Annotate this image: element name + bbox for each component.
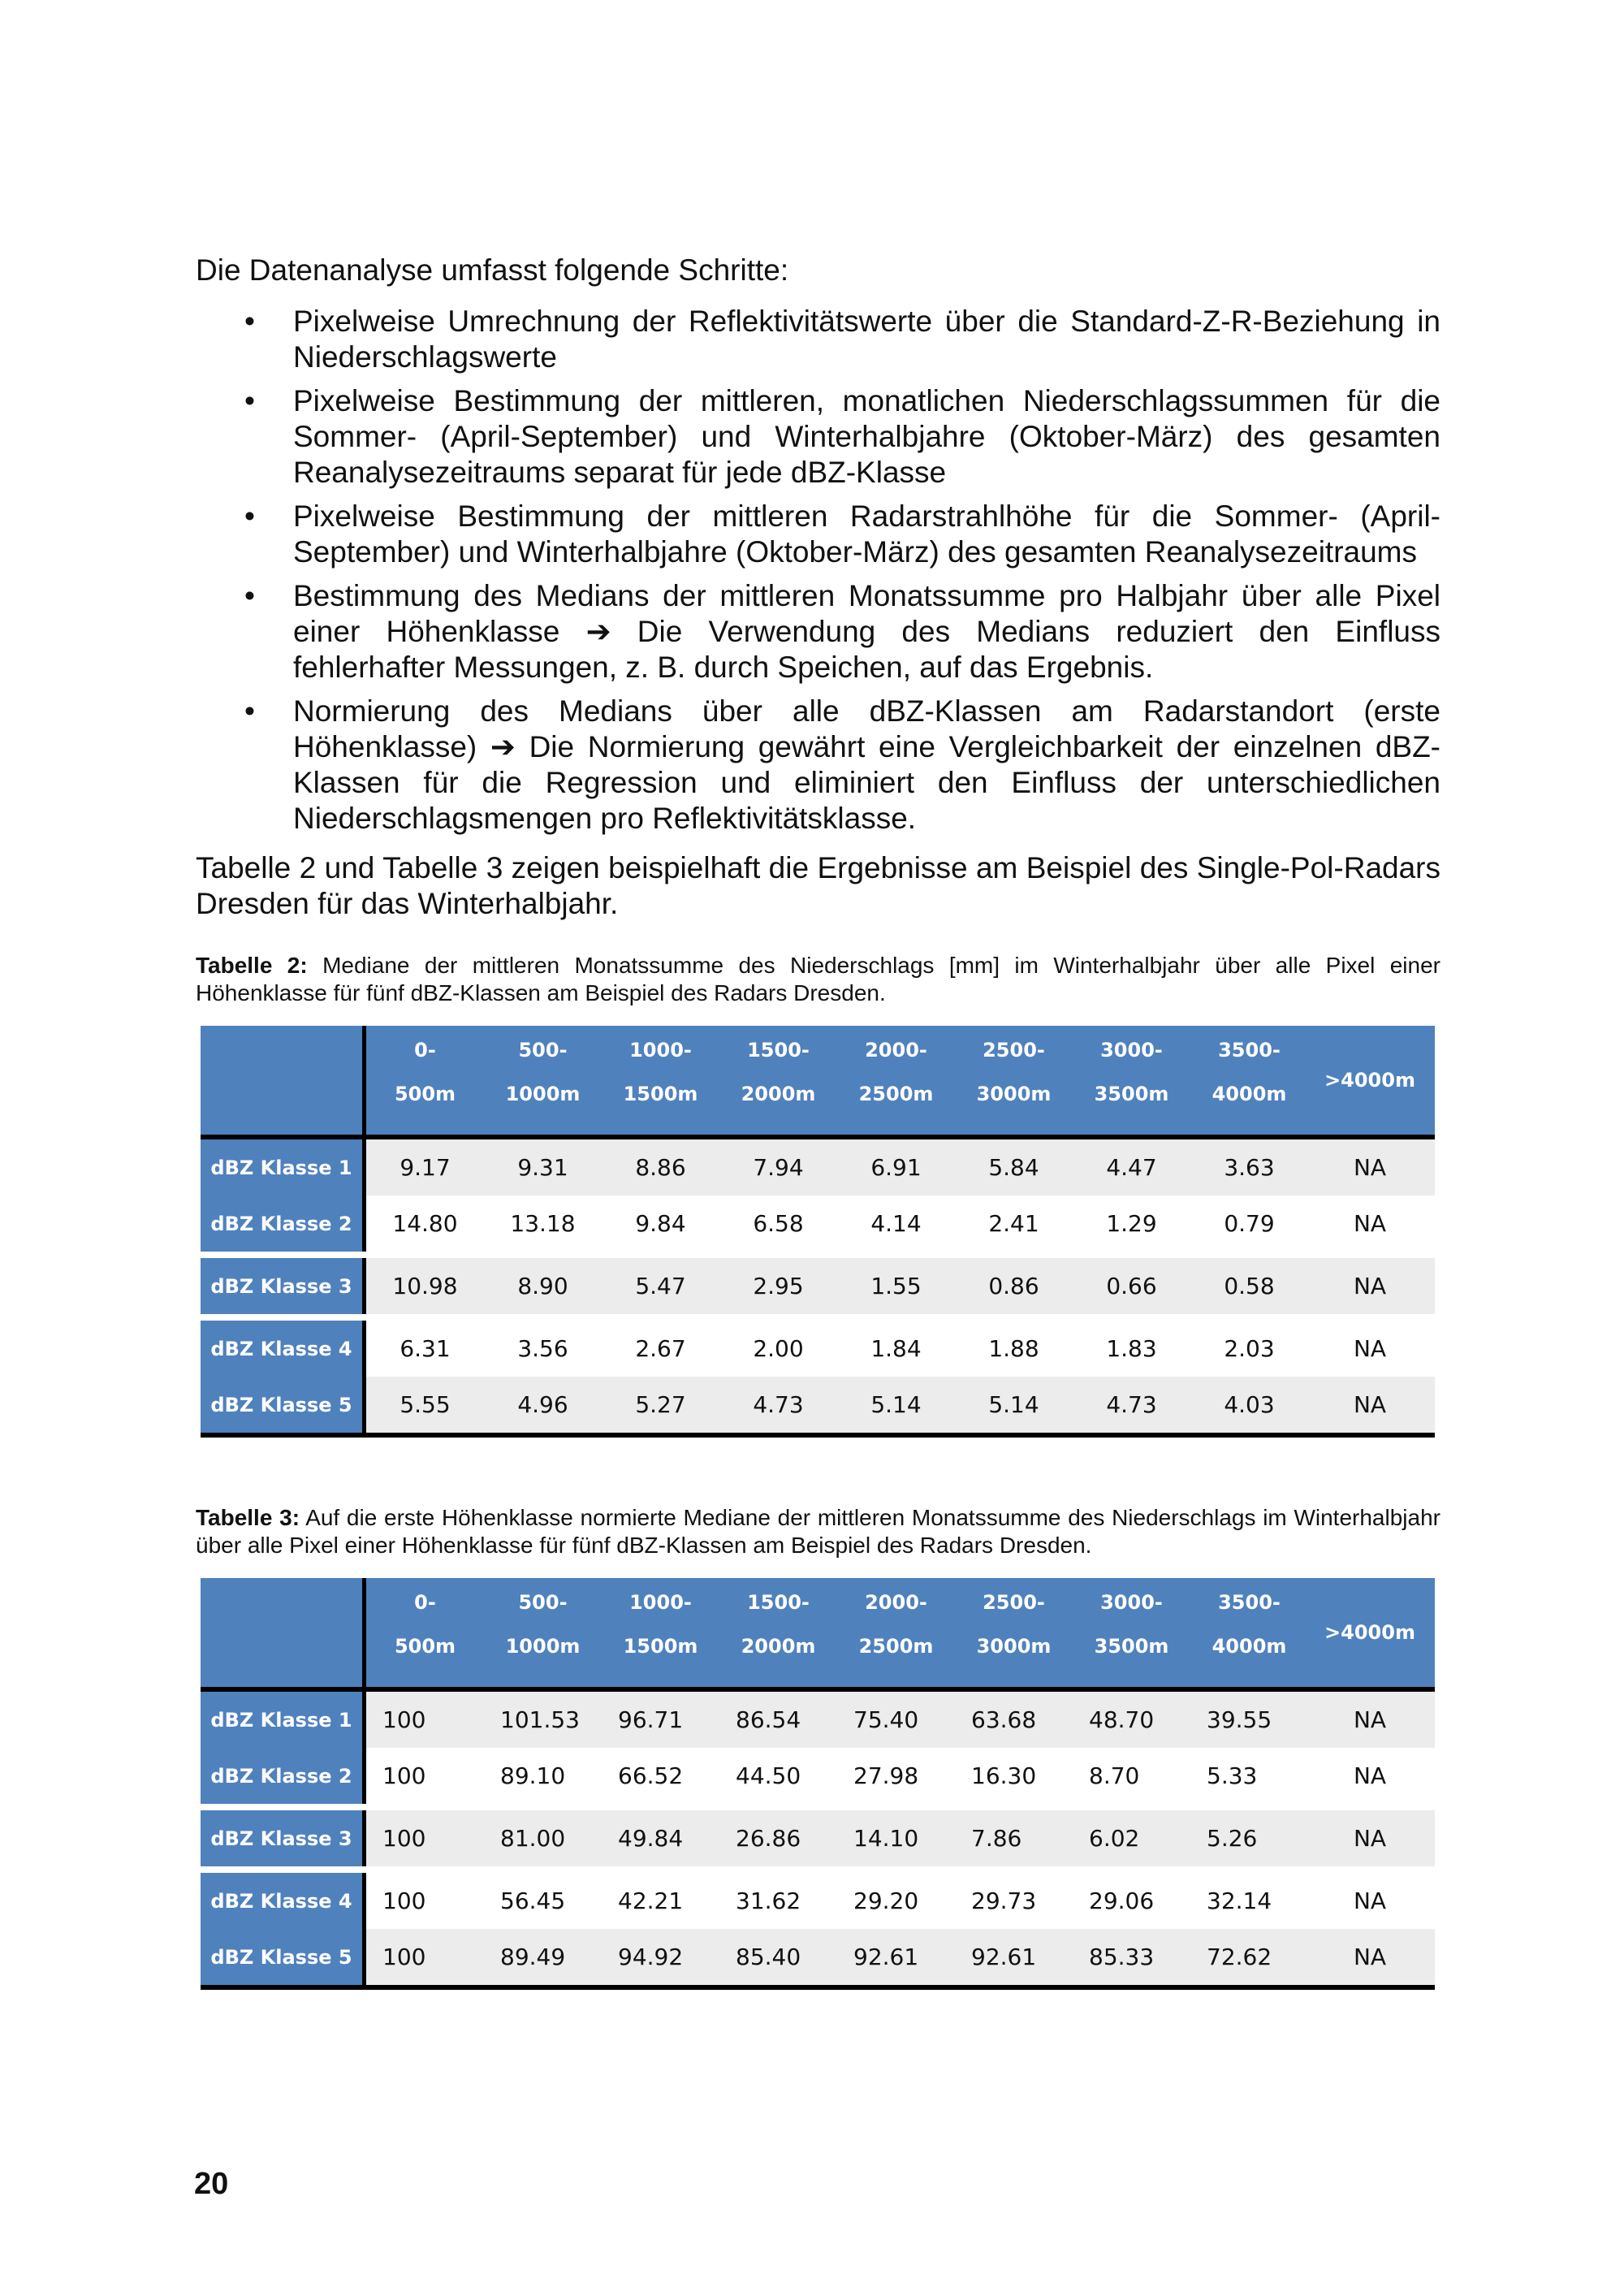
column-header-line2: 1000m	[505, 1635, 581, 1658]
list-item	[196, 578, 1440, 685]
table-cell: 2.00	[753, 1335, 804, 1362]
table-cell: 100	[382, 1825, 426, 1852]
table-cell: 89.49	[500, 1944, 566, 1970]
column-header	[1190, 1578, 1308, 1687]
row-label: dBZ Klasse 2	[201, 1196, 366, 1252]
table-cell: 100	[382, 1944, 426, 1970]
step-text: Pixelweise Bestimmung der mittleren, monatlichen Niederschlagssummen für die Sommer- (April-September) und Winterhalbjahre (Oktober-März) des gesamten Reanalysezeitraums separat für jede dBZ-Klasse	[293, 384, 1440, 489]
table-row	[201, 1748, 1435, 1804]
column-header-line2: 1500m	[623, 1635, 698, 1658]
table-cell: 86.54	[736, 1706, 801, 1733]
column-header-line2: 3500m	[1094, 1083, 1169, 1105]
column-header	[602, 1026, 719, 1135]
table-cell: 6.58	[753, 1210, 804, 1237]
bullet-icon: •	[244, 694, 255, 728]
column-header	[719, 1578, 837, 1687]
column-header	[955, 1026, 1073, 1135]
table-cell: 5.14	[870, 1391, 922, 1418]
results-paragraph: Tabelle 2 und Tabelle 3 zeigen beispielhaft die Ergebnisse am Beispiel des Single-Pol-Radars Dresden für das Winterhalbjahr.	[196, 851, 1440, 920]
column-header-line1: 3500-	[1218, 1591, 1281, 1614]
bullet-icon: •	[244, 499, 255, 533]
table-cell: 63.68	[971, 1706, 1037, 1733]
table-cell: NA	[1353, 1944, 1387, 1970]
table3	[201, 1578, 1435, 1990]
table-cell: 32.14	[1207, 1887, 1272, 1914]
list-item	[196, 383, 1440, 491]
column-header-line1: 2500-	[983, 1591, 1045, 1614]
table-cell: 5.47	[635, 1273, 686, 1299]
column-header	[366, 1578, 484, 1687]
table2-caption	[196, 952, 1440, 1007]
table-cell: 48.70	[1089, 1706, 1155, 1733]
table-cell: 10.98	[392, 1273, 458, 1299]
bullet-icon: •	[244, 384, 255, 417]
table-cell: 9.84	[635, 1210, 686, 1237]
table-cell: 2.67	[635, 1335, 686, 1362]
table-cell: 1.84	[870, 1335, 922, 1362]
column-header-line2: 3000m	[976, 1083, 1052, 1105]
table-cell: 7.86	[971, 1825, 1022, 1852]
table-cell: 6.91	[870, 1154, 922, 1181]
column-header-line2: 2000m	[741, 1635, 816, 1658]
column-header-line2: 1500m	[623, 1083, 698, 1105]
table-cell: NA	[1353, 1210, 1387, 1237]
table-cell: 85.33	[1089, 1944, 1155, 1970]
table-cell: 14.80	[392, 1210, 458, 1237]
column-header-line1: 0-	[414, 1039, 436, 1062]
table-cell: 0.66	[1106, 1273, 1157, 1299]
table-cell: 94.92	[618, 1944, 684, 1970]
column-header-line1: 500-	[518, 1039, 568, 1062]
list-item	[196, 499, 1440, 570]
row-label: dBZ Klasse 4	[201, 1873, 366, 1929]
table3-caption-label: Tabelle 3:	[196, 1505, 300, 1530]
column-header	[602, 1578, 719, 1687]
table-cell: 13.18	[510, 1210, 576, 1237]
column-header	[1073, 1578, 1190, 1687]
analysis-steps-list	[196, 304, 1440, 845]
table-cell: 66.52	[618, 1762, 684, 1789]
list-item	[196, 304, 1440, 375]
table-header	[201, 1578, 1435, 1692]
table-cell: 9.31	[517, 1154, 568, 1181]
table-cell: 0.79	[1224, 1210, 1275, 1237]
column-header	[366, 1026, 484, 1135]
table-cell: 31.62	[736, 1887, 801, 1914]
row-label: dBZ Klasse 2	[201, 1748, 366, 1804]
table-cell: 49.84	[618, 1825, 684, 1852]
table-cell: NA	[1353, 1273, 1387, 1299]
table-cell: NA	[1353, 1706, 1387, 1733]
table-cell: 89.10	[500, 1762, 566, 1789]
table-row	[201, 1873, 1435, 1929]
table-cell: 96.71	[618, 1706, 684, 1733]
column-header-line2: 500m	[394, 1635, 456, 1658]
column-header-line2: 1000m	[505, 1083, 581, 1105]
column-header	[837, 1026, 955, 1135]
table-cell: 4.03	[1224, 1391, 1275, 1418]
page-number: 20	[194, 2167, 229, 2201]
table-cell: 5.14	[988, 1391, 1039, 1418]
table-cell: 100	[382, 1706, 426, 1733]
table-row	[201, 1258, 1435, 1314]
table-cell: 1.88	[988, 1335, 1039, 1362]
table-row	[201, 1321, 1435, 1377]
table-row	[201, 1810, 1435, 1866]
table-cell: 100	[382, 1762, 426, 1789]
step-text: Bestimmung des Medians der mittleren Monatssumme pro Halbjahr über alle Pixel einer Höhenklasse ➔ Die Verwendung des Medians reduziert den Einfluss fehlerhafter Messungen, z. B. durch Speichen, auf das Ergebnis.	[293, 579, 1440, 684]
column-header-line1: 1000-	[629, 1591, 692, 1614]
table-cell: 29.20	[853, 1887, 919, 1914]
table-cell: 100	[382, 1887, 426, 1914]
column-header-line1: 2500-	[983, 1039, 1045, 1062]
step-text: Pixelweise Bestimmung der mittleren Radarstrahlhöhe für die Sommer- (April-September) und Winterhalbjahre (Oktober-März) des gesamten Reanalysezeitraums	[293, 499, 1440, 569]
table-cell: 16.30	[971, 1762, 1037, 1789]
table-cell: 8.90	[517, 1273, 568, 1299]
column-header	[484, 1026, 602, 1135]
table-cell: 0.86	[988, 1273, 1039, 1299]
table-row	[201, 1692, 1435, 1748]
table-cell: 5.84	[988, 1154, 1039, 1181]
column-header: >4000m	[1324, 1069, 1415, 1092]
table3-caption-text: Auf die erste Höhenklasse normierte Mediane der mittleren Monatssumme des Niederschlags im Winterhalbjahr über alle Pixel einer Höhenklasse für fünf dBZ-Klassen am Beispiel des Radars Dresden.	[196, 1505, 1440, 1558]
column-header-line1: 1500-	[747, 1039, 810, 1062]
table-cell: 29.73	[971, 1887, 1037, 1914]
column-header	[955, 1578, 1073, 1687]
table-cell: 6.31	[400, 1335, 451, 1362]
table-cell: 14.10	[853, 1825, 919, 1852]
table-cell: 1.29	[1106, 1210, 1157, 1237]
column-header-line2: 2000m	[741, 1083, 816, 1105]
column-header	[1190, 1026, 1308, 1135]
table-cell: 5.26	[1207, 1825, 1258, 1852]
table-cell: 39.55	[1207, 1706, 1272, 1733]
column-header-line1: 3000-	[1100, 1039, 1163, 1062]
table-cell: 4.47	[1106, 1154, 1157, 1181]
table-cell: 101.53	[500, 1706, 580, 1733]
row-label: dBZ Klasse 3	[201, 1810, 366, 1866]
table-cell: 2.03	[1224, 1335, 1275, 1362]
header-corner	[201, 1578, 366, 1687]
table-cell: 4.73	[1106, 1391, 1157, 1418]
table-cell: 2.41	[988, 1210, 1039, 1237]
table-cell: 3.63	[1224, 1154, 1275, 1181]
table-cell: 9.17	[400, 1154, 451, 1181]
table-cell: 27.98	[853, 1762, 919, 1789]
header-corner	[201, 1026, 366, 1135]
table2-caption-label: Tabelle 2:	[196, 953, 308, 978]
table-row	[201, 1377, 1435, 1433]
column-header-line2: 4000m	[1212, 1083, 1287, 1105]
table-cell: 1.55	[870, 1273, 922, 1299]
table3-caption	[196, 1504, 1440, 1559]
table-cell: 26.86	[736, 1825, 801, 1852]
list-item	[196, 694, 1440, 837]
table-cell: 7.94	[753, 1154, 804, 1181]
table-cell: NA	[1353, 1391, 1387, 1418]
table2-caption-text: Mediane der mittleren Monatssumme des Niederschlags [mm] im Winterhalbjahr über alle Pixel einer Höhenklasse für fünf dBZ-Klassen am Beispiel des Radars Dresden.	[196, 953, 1440, 1005]
column-header-line1: 0-	[414, 1591, 436, 1614]
row-label: dBZ Klasse 1	[201, 1692, 366, 1748]
column-header-line1: 2000-	[865, 1039, 927, 1062]
table-cell: 1.83	[1106, 1335, 1157, 1362]
column-header	[719, 1026, 837, 1135]
table-header	[201, 1026, 1435, 1139]
column-header	[837, 1578, 955, 1687]
table-cell: 81.00	[500, 1825, 566, 1852]
row-label: dBZ Klasse 5	[201, 1377, 366, 1433]
table-cell: 92.61	[853, 1944, 919, 1970]
table-row	[201, 1929, 1435, 1985]
table-cell: NA	[1353, 1825, 1387, 1852]
table-cell: 72.62	[1207, 1944, 1272, 1970]
table2	[201, 1026, 1435, 1438]
table-cell: 4.14	[870, 1210, 922, 1237]
table-row	[201, 1139, 1435, 1196]
column-header-line1: 3000-	[1100, 1591, 1163, 1614]
column-header-line2: 500m	[394, 1083, 456, 1105]
table-cell: 75.40	[853, 1706, 919, 1733]
table-cell: 44.50	[736, 1762, 801, 1789]
step-text: Normierung des Medians über alle dBZ-Klassen am Radarstandort (erste Höhenklasse) ➔ Die Normierung gewährt eine Vergleichbarkeit der einzelnen dBZ-Klassen für die Regression und eliminiert den Einfluss der unterschiedlichen Niederschlagsmengen pro Reflektivitätsklasse.	[293, 694, 1440, 835]
table-cell: NA	[1353, 1154, 1387, 1181]
row-label: dBZ Klasse 3	[201, 1258, 366, 1314]
table-cell: 4.73	[753, 1391, 804, 1418]
table-cell: 3.56	[517, 1335, 568, 1362]
table-cell: 42.21	[618, 1887, 684, 1914]
table-cell: NA	[1353, 1887, 1387, 1914]
row-label: dBZ Klasse 5	[201, 1929, 366, 1985]
table-cell: 85.40	[736, 1944, 801, 1970]
table-cell: 0.58	[1224, 1273, 1275, 1299]
row-label: dBZ Klasse 4	[201, 1321, 366, 1377]
column-header	[1073, 1026, 1190, 1135]
bullet-icon: •	[244, 305, 255, 338]
row-label: dBZ Klasse 1	[201, 1139, 366, 1196]
table-cell: 92.61	[971, 1944, 1037, 1970]
bullet-icon: •	[244, 579, 255, 612]
table-cell: 6.02	[1089, 1825, 1140, 1852]
table-cell: 2.95	[753, 1273, 804, 1299]
column-header-line2: 3500m	[1094, 1635, 1169, 1658]
column-header-line1: 1500-	[747, 1591, 810, 1614]
column-header-line2: 2500m	[858, 1083, 934, 1105]
table-cell: 8.86	[635, 1154, 686, 1181]
table-cell: 5.55	[400, 1391, 451, 1418]
table-row	[201, 1196, 1435, 1252]
column-header-line1: 2000-	[865, 1591, 927, 1614]
step-text: Pixelweise Umrechnung der Reflektivitätswerte über die Standard-Z-R-Beziehung in Niederschlagswerte	[293, 305, 1440, 374]
table-cell: NA	[1353, 1335, 1387, 1362]
table-cell: 8.70	[1089, 1762, 1140, 1789]
table-cell: 4.96	[517, 1391, 568, 1418]
column-header: >4000m	[1324, 1621, 1415, 1644]
column-header-line1: 500-	[518, 1591, 568, 1614]
table-cell: 56.45	[500, 1887, 566, 1914]
table-cell: NA	[1353, 1762, 1387, 1789]
table-cell: 5.33	[1207, 1762, 1258, 1789]
column-header-line1: 1000-	[629, 1039, 692, 1062]
table-cell: 5.27	[635, 1391, 686, 1418]
column-header-line2: 4000m	[1212, 1635, 1287, 1658]
column-header-line2: 3000m	[976, 1635, 1052, 1658]
column-header-line1: 3500-	[1218, 1039, 1281, 1062]
column-header	[484, 1578, 602, 1687]
intro-text: Die Datenanalyse umfasst folgende Schritte:	[196, 253, 789, 287]
column-header-line2: 2500m	[858, 1635, 934, 1658]
table-cell: 29.06	[1089, 1887, 1155, 1914]
